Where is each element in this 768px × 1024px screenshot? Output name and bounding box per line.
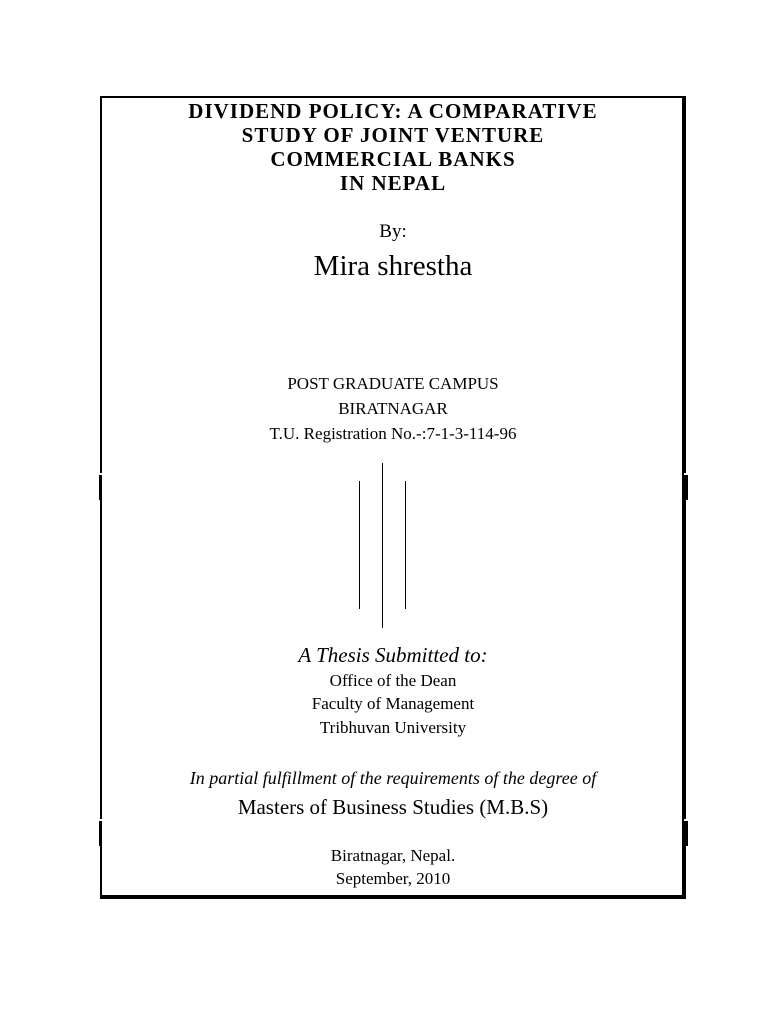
title-line-3: COMMERCIAL BANKS bbox=[270, 147, 516, 171]
campus-city: BIRATNAGAR bbox=[338, 399, 448, 418]
border-gap bbox=[684, 819, 690, 821]
title-line-2: STUDY OF JOINT VENTURE bbox=[241, 123, 545, 147]
divider-line-left bbox=[359, 481, 360, 609]
border-mark-left-lower bbox=[99, 820, 102, 846]
submission-date: September, 2010 bbox=[335, 869, 451, 888]
office-name: Office of the Dean bbox=[329, 671, 457, 690]
border-mark-right-lower bbox=[685, 820, 688, 846]
university-name: Tribhuvan University bbox=[319, 718, 467, 737]
border-gap bbox=[98, 473, 104, 475]
degree-name: Masters of Business Studies (M.B.S) bbox=[237, 795, 549, 819]
campus-name: POST GRADUATE CAMPUS bbox=[287, 374, 499, 393]
by-label: By: bbox=[379, 221, 407, 242]
divider-line-center bbox=[382, 463, 383, 628]
thesis-title bbox=[104, 99, 682, 195]
divider-line-right bbox=[405, 481, 406, 609]
registration-number: T.U. Registration No.-:7-1-3-114-96 bbox=[269, 424, 517, 443]
author-name: Mira shrestha bbox=[313, 250, 473, 282]
title-line-1: DIVIDEND POLICY: A COMPARATIVE bbox=[188, 99, 598, 123]
border-mark-right-upper bbox=[685, 474, 688, 500]
border-gap bbox=[684, 473, 690, 475]
submission-place: Biratnagar, Nepal. bbox=[330, 846, 456, 865]
faculty-name: Faculty of Management bbox=[311, 694, 475, 713]
title-line-4: IN NEPAL bbox=[339, 171, 447, 195]
submitted-label: A Thesis Submitted to: bbox=[298, 643, 488, 667]
border-mark-left-upper bbox=[99, 474, 102, 500]
fulfillment-statement: In partial fulfillment of the requirements of the degree of bbox=[189, 768, 597, 788]
